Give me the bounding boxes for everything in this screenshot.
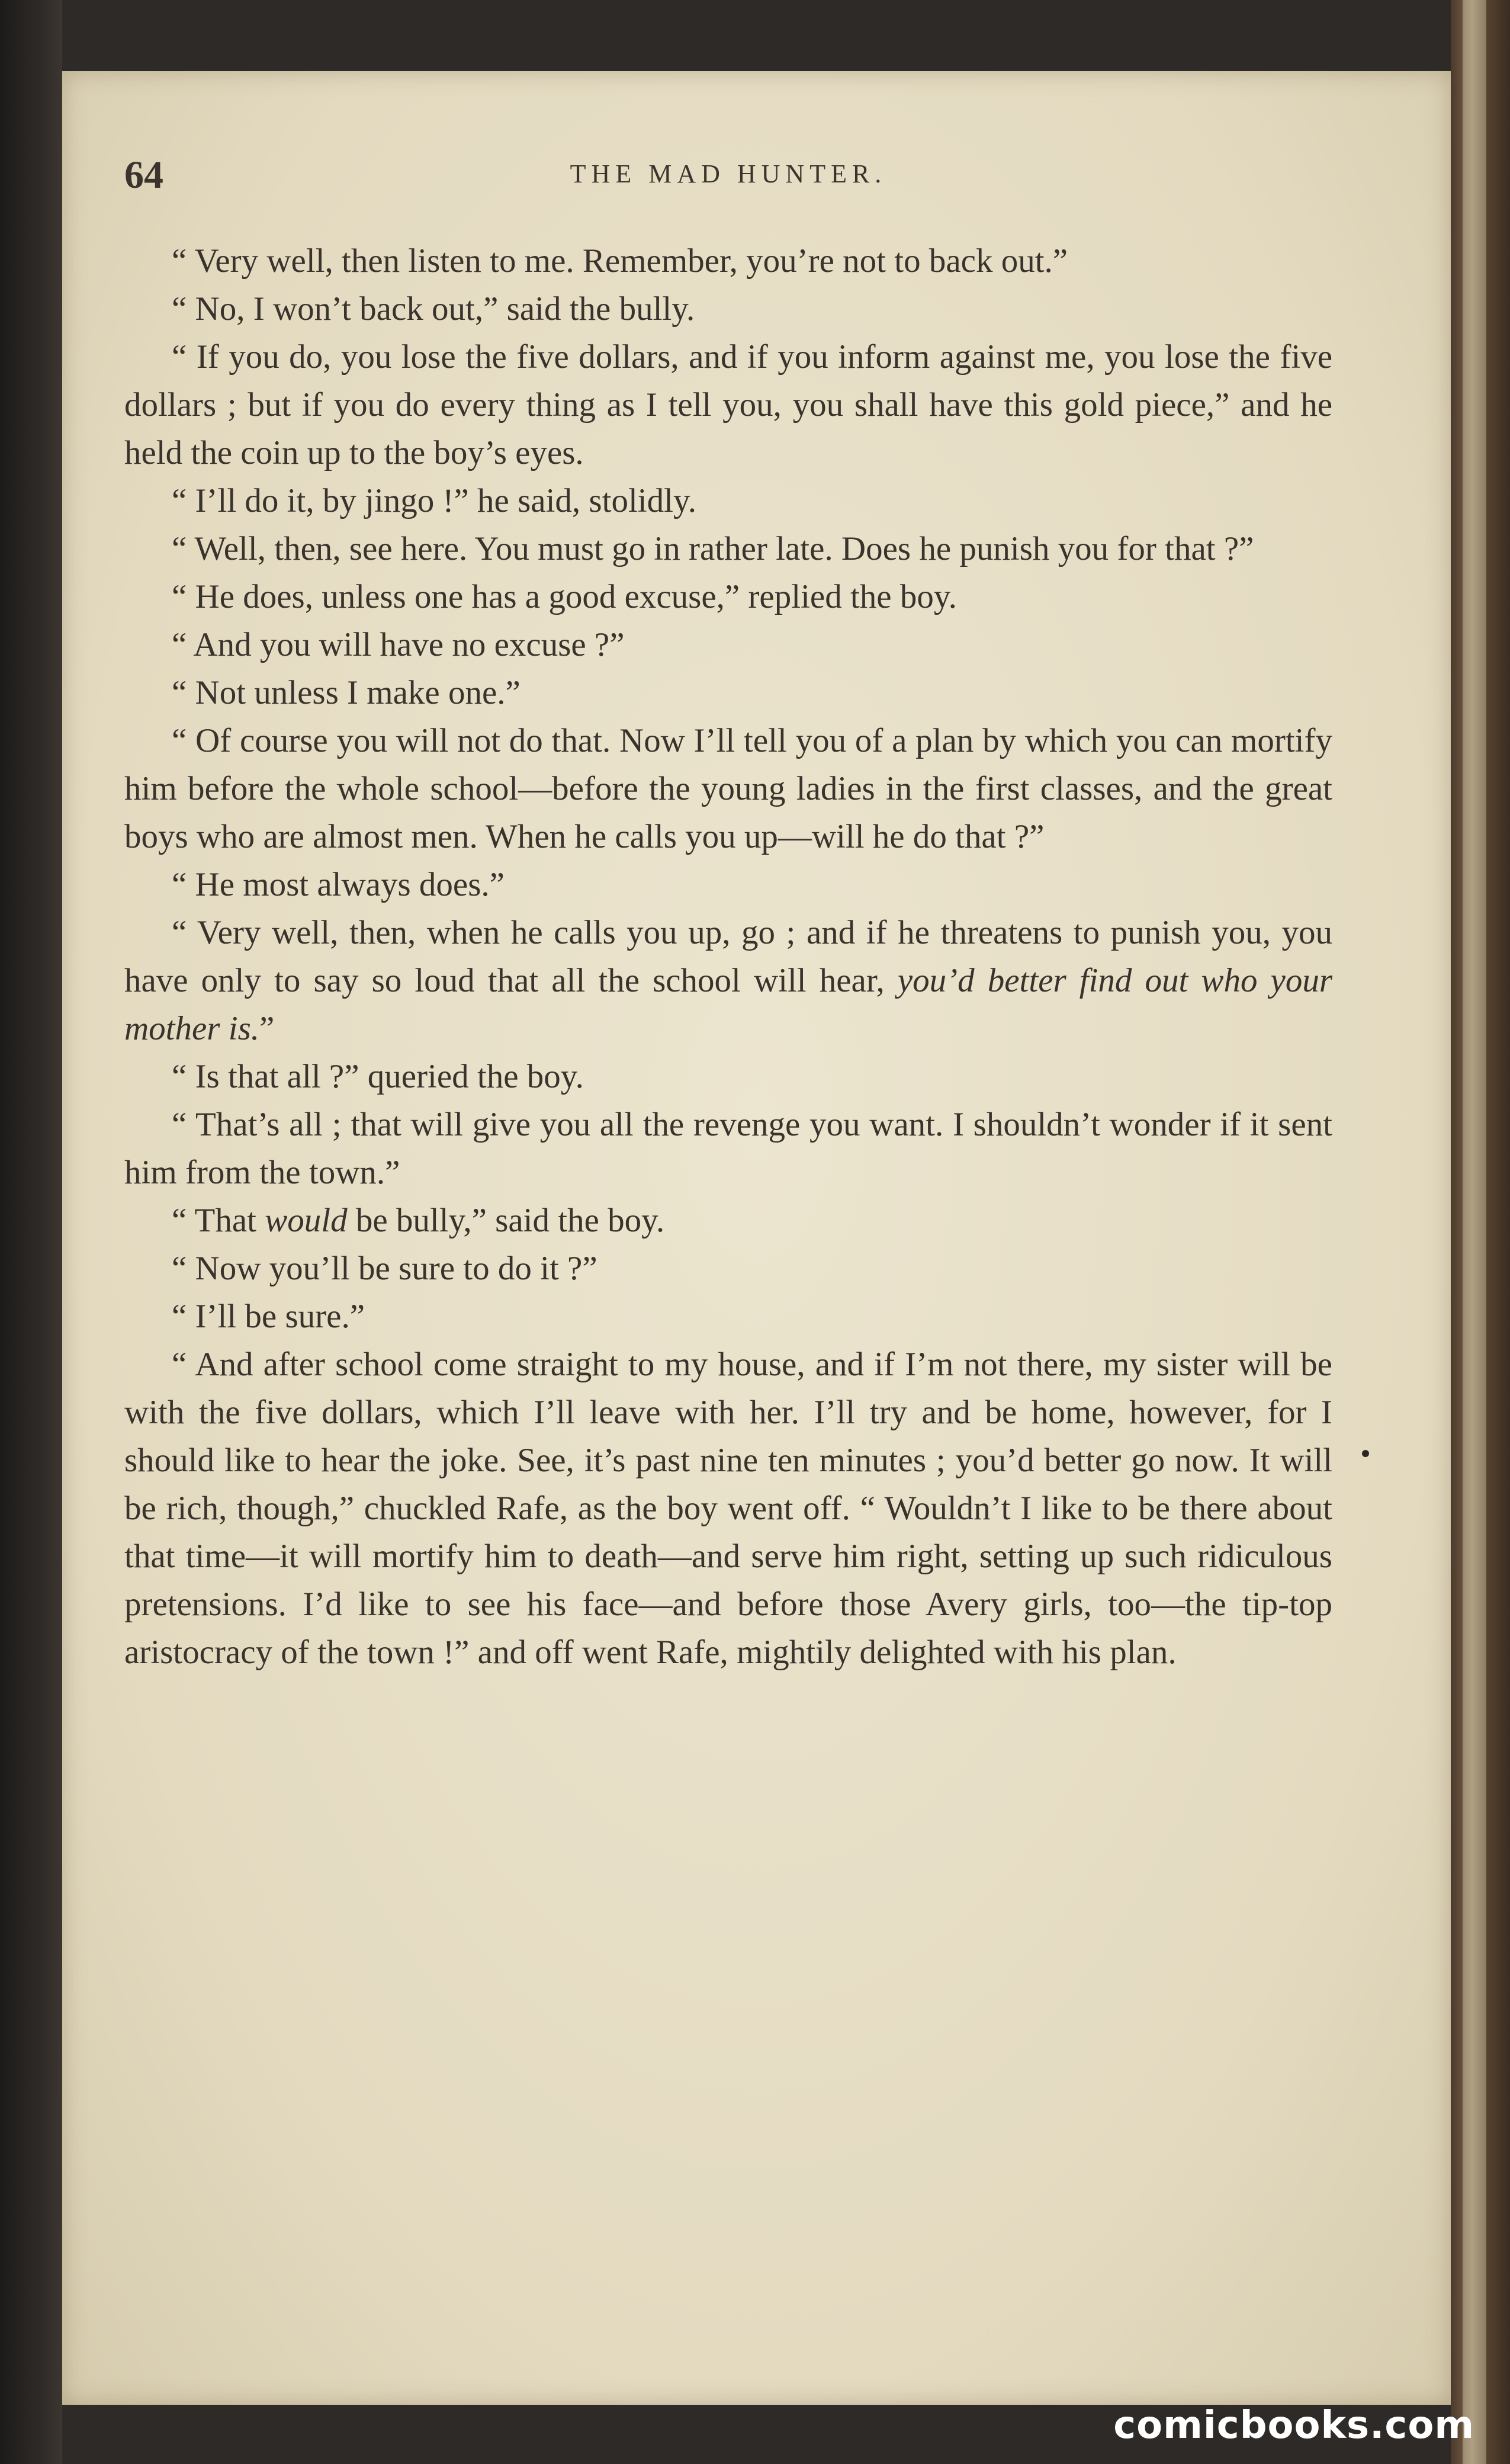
paragraph: “ Now you’ll be sure to do it ?” [172,1250,597,1287]
paragraph: “ That would be bully,” said the boy. [172,1202,665,1239]
paragraph: “ No, I won’t back out,” said the bully. [172,290,695,328]
paragraph: “ I’ll be sure.” [172,1298,365,1335]
paragraph: “ He does, unless one has a good excuse,” replied the boy. [172,578,957,615]
watermark: comicbooks.com [1113,2404,1474,2447]
running-head [124,142,1332,207]
paragraph: “ I’ll do it, by jingo !” he said, stolidly. [172,482,697,519]
page-number: 64 [124,153,163,197]
paragraph: “ Of course you will not do that. Now I’ll tell you of a plan by which you can mortify him before the whole school—before the young ladies in the first classes, and the great boys who are almost men. When he calls you up—will he do that ?” [124,722,1332,855]
paragraph: “ And you will have no excuse ?” [172,626,625,663]
paragraph: “ He most always does.” [172,866,505,903]
paragraph: “ Very well, then, when he calls you up, go ; and if he threatens to punish you, you have only to say so loud that all the school will hear, you’d better find out who your mother is.” [124,914,1333,1047]
ink-speck [1362,1450,1369,1457]
paragraph: “ That’s all ; that will give you all the revenge you want. I shouldn’t wonder if it sent him from the town.” [124,1106,1332,1191]
paragraph: “ If you do, you lose the five dollars, and if you inform against me, you lose the five dollars ; but if you do every thing as I tell you, you shall have this gold piece,” and he held the coin up to the boy’s eyes. [124,338,1332,471]
paragraph: “ Is that all ?” queried the boy. [172,1058,584,1095]
body-text [124,237,1332,1676]
paragraph: “ Not unless I make one.” [172,674,521,711]
paragraph: “ Very well, then listen to me. Remember, you’re not to back out.” [172,242,1068,280]
paragraph: “ Well, then, see here. You must go in rather late. Does he punish you for that ?” [172,530,1254,567]
page-edges [1463,0,1486,2464]
binding-shadow-left [0,0,62,2464]
running-title: THE MAD HUNTER. [570,159,887,188]
paragraph: “ And after school come straight to my house, and if I’m not there, my sister will be with the five dollars, which I’ll leave with her. I’ll try and be home, however, for I should like to hear the joke. See, it’s past nine ten minutes ; you’d better go now. It will be rich, though,” chuckled Rafe, as the boy went off. “ Wouldn’t I like to be there about that time—it will mortify him to death—and serve him right, setting up such ridiculous pretensions. I’d like to see his face—and before those Avery girls, too—the tip-top aristocracy of the town !” and off went Rafe, mightily delighted with his plan. [124,1346,1332,1671]
